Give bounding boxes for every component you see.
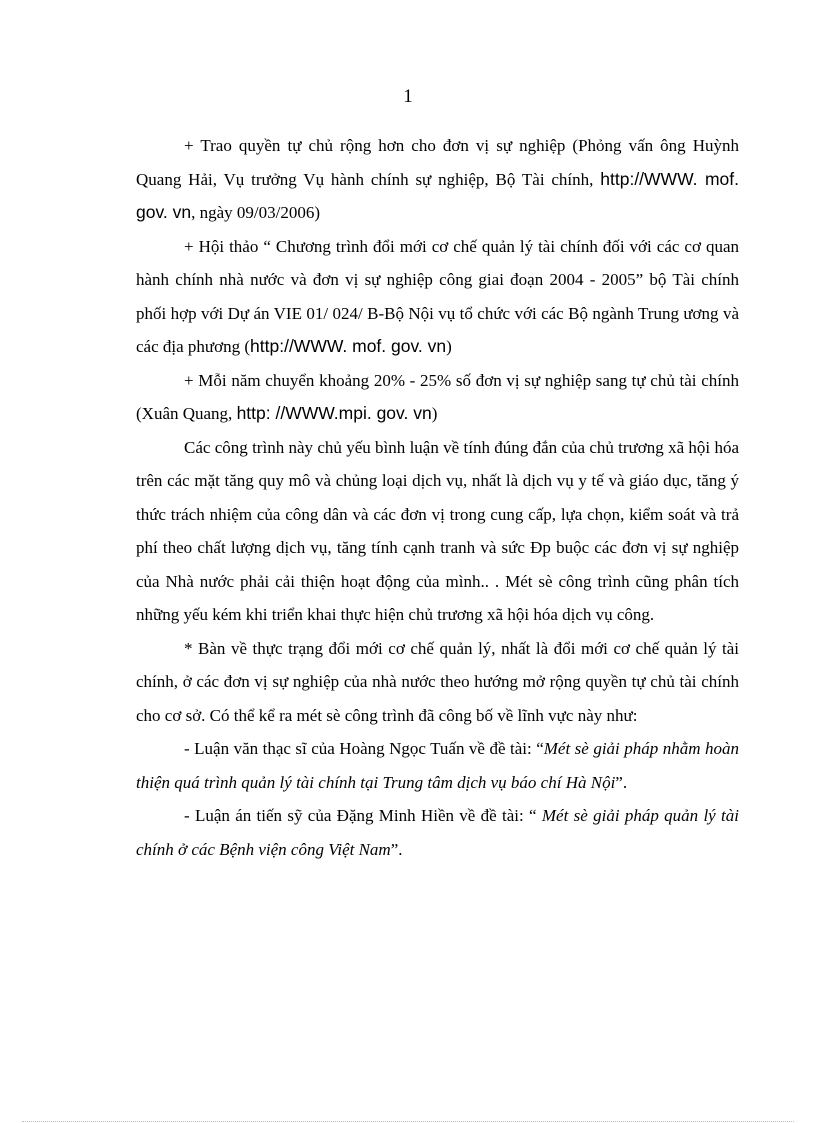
paragraph-annual-transfer: [136, 364, 739, 431]
paragraph-text: + Mỗi năm chuyển khoảng 20% - 25% số đơn vị sự nghiệp sang tự chủ tài chính (Xuân Quang,: [136, 370, 739, 423]
mof-url: http://WWW. mof. gov. vn: [136, 168, 739, 222]
paragraph-text: - Luận án tiến sỹ của Đặng Minh Hiền về đề tài: “: [184, 806, 542, 825]
document-body: [136, 129, 739, 866]
paragraph-text: + Trao quyền tự chủ rộng hơn cho đơn vị sự nghiệp (Phỏng vấn ông Huỳnh Quang Hải, Vụ trưởng Vụ hành chính sự nghiệp, Bộ Tài chính,: [136, 136, 739, 189]
dissertation-title: Mét sè giải pháp quản lý tài chính ở các Bệnh viện công Việt Nam: [136, 806, 739, 859]
paragraph-text: + Hội thảo “ Chương trình đổi mới cơ chế quản lý tài chính đối với các cơ quan hành chính nhà nước và đơn vị sự nghiệp công giai đoạn 2004 - 2005” bộ Tài chính phối hợp với Dự án VIE 01/ 024/ B-Bộ Nội vụ tổ chức với các Bộ ngành Trung ương và các địa phương (: [136, 236, 739, 356]
paragraph-text: , ngày 09/03/2006): [191, 203, 321, 222]
paragraph-text: ): [431, 404, 438, 423]
paragraph-reform-status: * Bàn về thực trạng đổi mới cơ chế quản lý, nhất là đổi mới cơ chế quản lý tài chính, ở các đơn vị sự nghiệp của nhà nước theo hướng mở rộng quyền tự chủ tài chính cho cơ sở. Có thể kể ra mét sè công trình đã công bố về lĩnh vực này như:: [136, 638, 739, 725]
paragraph-works-commentary: Các công trình này chủ yếu bình luận về tính đúng đắn của chủ trương xã hội hóa trên các mặt tăng quy mô và chủng loại dịch vụ, nhất là dịch vụ y tế và giáo dục, tăng ý thức trách nhiệm của công dân và các đơn vị trong cung cấp, lựa chọn, kiểm soát và trả phí theo chất lượng dịch vụ, tăng tính cạnh tranh và sức Ðp buộc các đơn vị sự nghiệp của Nhà nước phải cải thiện hoạt động của mình.. . Mét sè công trình cũng phân tích những yếu kém khi triển khai thực hiện chủ trương xã hội hóa dịch vụ công.: [136, 437, 739, 624]
paragraph-text: - Luận văn thạc sĩ của Hoàng Ngọc Tuấn về đề tài: “: [184, 739, 544, 758]
mpi-url: http: //WWW.mpi. gov. vn: [236, 403, 432, 423]
mof-url: http://WWW. mof. gov. vn: [250, 336, 447, 356]
paragraph-doctoral-thesis: [136, 799, 739, 866]
paragraph-text: ”.: [615, 772, 628, 792]
page-bottom-divider: [22, 1121, 794, 1122]
thesis-title: Mét sè giải pháp nhằm hoàn thiện quá trình quản lý tài chính tại Trung tâm dịch vụ báo chí Hà Nội: [136, 739, 739, 792]
paragraph-text: ): [446, 337, 452, 356]
paragraph-autonomy-interview: [136, 129, 739, 230]
page-number: 1: [403, 86, 413, 107]
paragraph-masters-thesis: [136, 732, 739, 799]
paragraph-workshop: [136, 230, 739, 364]
paragraph-text: ”.: [390, 839, 403, 859]
